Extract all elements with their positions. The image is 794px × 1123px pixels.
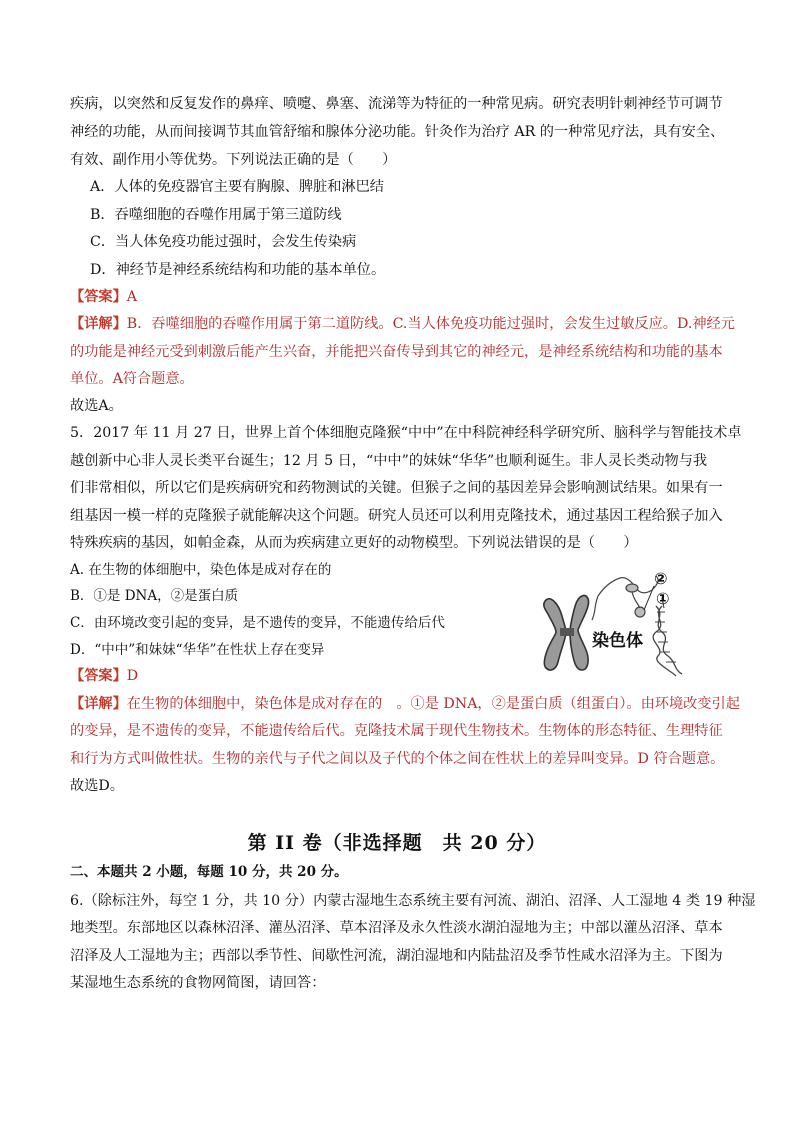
q4-answer [70,287,137,307]
q4-stem-line-1: 疾病，以突然和反复发作的鼻痒、喷嚏、鼻塞、流涕等为特征的一种常见病。研究表明针刺神经节可调节 [70,96,723,112]
q5-stem-line-5: 特殊疾病的基因，如帕金森，从而为疾病建立更好的动物模型。下列说法错误的是（ ） [70,535,638,551]
q5-answer-tag: 【答案】 [70,668,127,684]
q4-explain-line-2: 的功能是神经元受到刺激后能产生兴奋，并能把兴奋传导到其它的神经元，是神经系统结构和功能的基本 [70,344,723,360]
figure-label-1: ① [656,589,670,608]
figure-label-2: ② [654,569,668,588]
q5-explain-line-3: 和行为方式叫做性状。生物的亲代与子代之间以及子代的个体之间在性状上的差异叫变异。D 符合题意。 [70,751,725,767]
q5-option-a: A. 在生物的体细胞中，染色体是成对存在的 [70,562,332,578]
q5-explain-line-2: 的变异，是不遗传的变异，不能遗传给后代。克隆技术属于现代生物技术。生物体的形态特征、生理特征 [70,723,723,739]
q4-explain-tag: 【详解】 [70,316,127,332]
q4-explain-line-3: 单位。A符合题意。 [70,371,194,387]
chromosome-icon [544,595,589,670]
chromosome-label: 染色体 [592,631,643,651]
chromosome-diagram [536,566,692,684]
q4-explain-line-1 [70,314,735,334]
q5-option-b: B．①是 DNA，②是蛋白质 [70,588,239,604]
q4-option-a: A．人体的免疫器官主要有胸腺、脾脏和淋巴结 [90,179,384,195]
q5-answer-value: D [126,668,139,684]
q4-stem-line-3: 有效、副作用小等优势。下列说法正确的是（ ） [70,152,397,168]
dna-helix-icon [653,606,682,676]
q5-stem-line-4: 组基因一模一样的克隆猴子就能解决这个问题。研究人员还可以利用克隆技术，通过基因工程给猴子加入 [70,508,723,524]
q5-stem-line-1: 5．2017 年 11 月 27 日，世界上首个体细胞克隆猴“中中”在中科院神经科学研究所、脑科学与智能技术卓 [70,425,742,441]
chromosome-figure [536,566,692,684]
section-title: 第 II 卷（非选择题 共 20 分） [247,832,547,854]
q4-conclusion: 故选A。 [70,398,123,414]
q6-stem-line-2: 地类型。东部地区以森林沼泽、灌丛沼泽、草本沼泽及永久性淡水湖泊湿地为主；中部以灌丛沼泽、草本 [70,920,723,936]
q6-stem-line-1: 6.（除标注外，每空 1 分，共 10 分）内蒙古湿地生态系统主要有河流、湖泊、沼泽、人工湿地 4 类 19 种湿 [70,893,756,909]
protein-icon [592,576,658,620]
q5-explain-line-1 [70,694,740,714]
q5-explain-text-1: 在生物的体细胞中，染色体是成对存在的 。①是 DNA，②是蛋白质（组蛋白）。由环境改变引起 [126,696,740,712]
q5-explain-tag: 【详解】 [70,696,127,712]
q5-conclusion: 故选D。 [70,778,124,794]
q5-stem-line-3: 们非常相似，所以它们是疾病研究和药物测试的关键。但猴子之间的基因差异会影响测试结果。如果有一 [70,480,723,496]
q6-stem-line-4: 某湿地生态系统的食物网简图，请回答： [70,975,326,991]
q5-answer [70,666,138,686]
q5-option-d: D．“中中”和妹妹“华华”在性状上存在变异 [70,642,325,658]
section-subtitle: 二、本题共 2 小题，每题 10 分，共 20 分。 [70,864,348,880]
q4-option-c: C．当人体免疫功能过强时，会发生传染病 [90,234,357,250]
q4-option-b: B．吞噬细胞的吞噬作用属于第三道防线 [90,207,342,223]
q4-explain-text-1: B．吞噬细胞的吞噬作用属于第二道防线。C.当人体免疫功能过强时，会发生过敏反应。D.神经元 [126,316,735,332]
q5-option-c: C．由环境改变引起的变异，是不遗传的变异，不能遗传给后代 [70,615,445,631]
q6-stem-line-3: 沼泽及人工湿地为主；西部以季节性、间歇性河流，湖泊湿地和内陆盐沼及季节性咸水沼泽为主。下图为 [70,948,723,964]
q4-stem-line-2: 神经的功能，从而间接调节其血管舒缩和腺体分泌功能。针灸作为治疗 AR 的一种常见疗法，具有安全、 [70,124,725,140]
q4-option-d: D．神经节是神经系统结构和功能的基本单位。 [90,262,386,278]
q5-stem-line-2: 越创新中心非人灵长类平台诞生；12 月 5 日，“中中”的妹妹“华华”也顺利诞生。非人灵长类动物与我 [70,453,708,469]
q4-answer-value: A [126,289,138,305]
q4-answer-tag: 【答案】 [70,289,127,305]
